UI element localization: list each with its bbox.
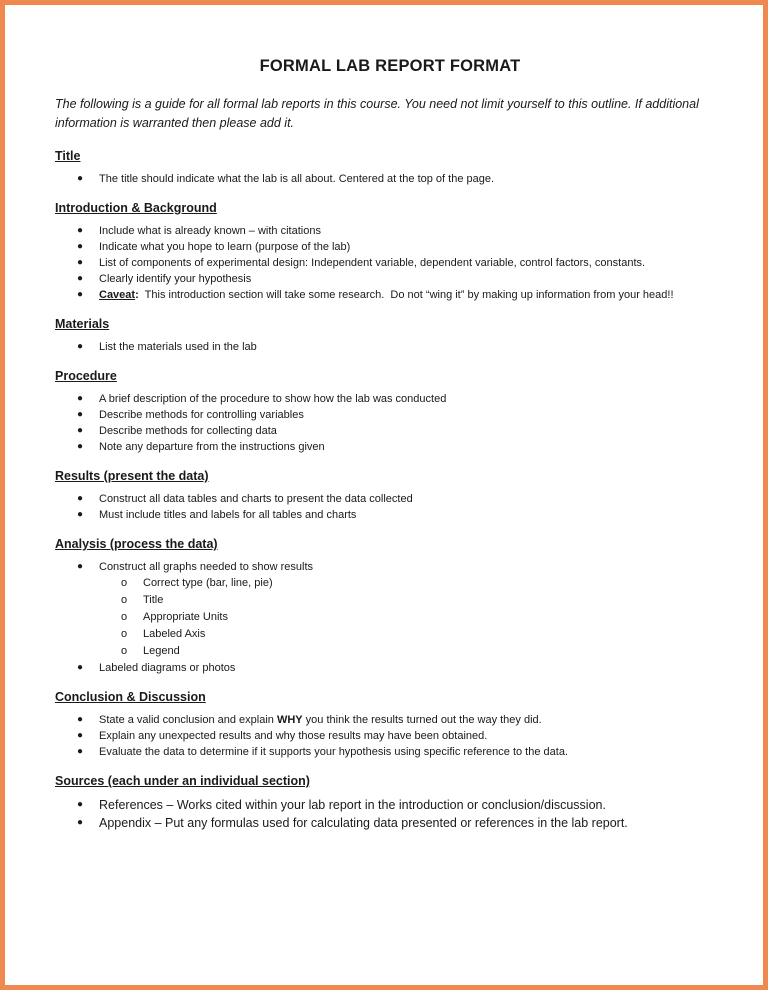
list-item-text-post: you think the results turned out the way they did. [302, 714, 542, 726]
sub-list-item [99, 643, 725, 660]
title-list [55, 171, 725, 187]
sub-list-item-text: Legend [143, 645, 180, 657]
intro-paragraph: The following is a guide for all formal lab reports in this course. You need not limit yourself to this outline. If additional information is warranted then please add it. [55, 97, 699, 130]
list-item-text: Must include titles and labels for all tables and charts [99, 509, 357, 521]
section-sources [55, 772, 725, 832]
bullet-icon: ● [77, 509, 84, 520]
section-conclusion [55, 688, 725, 760]
list-item [55, 407, 725, 423]
section-heading-materials: Materials [55, 317, 110, 331]
list-item [55, 339, 725, 355]
list-item [55, 223, 725, 239]
list-item [55, 271, 725, 287]
sub-list-item [99, 575, 725, 592]
list-item [55, 728, 725, 744]
list-item [55, 660, 725, 676]
circle-bullet-icon: o [121, 577, 128, 589]
list-item [55, 255, 725, 271]
caveat-colon: : [135, 289, 139, 301]
list-item-text: Clearly identify your hypothesis [99, 273, 252, 285]
list-item-text: Describe methods for collecting data [99, 425, 277, 437]
list-item-text: List the materials used in the lab [99, 341, 257, 353]
section-results [55, 467, 725, 523]
list-item-text: A brief description of the procedure to show how the lab was conducted [99, 393, 447, 405]
circle-bullet-icon: o [121, 611, 128, 623]
section-analysis [55, 535, 725, 676]
list-item-text: The title should indicate what the lab is all about. Centered at the top of the page. [99, 173, 495, 185]
section-heading-sources: Sources (each under an individual section) [55, 774, 310, 788]
list-item-text: Describe methods for controlling variables [99, 409, 304, 421]
bullet-icon: ● [77, 273, 84, 284]
list-item [55, 391, 725, 407]
results-list [55, 491, 725, 523]
list-item [55, 744, 725, 760]
section-heading-introduction: Introduction & Background [55, 201, 217, 215]
circle-bullet-icon: o [121, 594, 128, 606]
caveat-text: This introduction section will take some research. Do not “wing it” by making up information from your head!! [138, 289, 674, 301]
list-item [55, 491, 725, 507]
bullet-icon: ● [77, 257, 84, 268]
bullet-icon: ● [77, 341, 84, 352]
list-item-text: Indicate what you hope to learn (purpose of the lab) [99, 241, 351, 253]
conclusion-list [55, 712, 725, 760]
list-item-text: List of components of experimental design: Independent variable, dependent variable, control factors, constants. [99, 257, 646, 269]
caveat-label: Caveat [99, 289, 136, 301]
sub-list-item [99, 626, 725, 643]
document-page [55, 55, 725, 844]
sub-list-item-text: Labeled Axis [143, 628, 206, 640]
sub-list-item-text: Correct type (bar, line, pie) [143, 577, 273, 589]
list-item [55, 814, 725, 832]
bullet-icon: ● [77, 393, 84, 404]
list-item [55, 439, 725, 455]
sub-list-item [99, 609, 725, 626]
list-item-text-pre: State a valid conclusion and explain [99, 714, 277, 726]
list-item-text: Explain any unexpected results and why those results may have been obtained. [99, 730, 488, 742]
bullet-icon: ● [77, 817, 84, 828]
bullet-icon: ● [77, 409, 84, 420]
section-heading-procedure: Procedure [55, 369, 117, 383]
list-item [55, 712, 725, 728]
bullet-icon: ● [77, 225, 84, 236]
section-heading-results: Results (present the data) [55, 469, 209, 483]
bullet-icon: ● [77, 561, 84, 572]
circle-bullet-icon: o [121, 628, 128, 640]
sub-list-item-text: Title [143, 594, 164, 606]
bullet-icon: ● [77, 289, 84, 300]
bullet-icon: ● [77, 714, 84, 725]
list-item [55, 559, 725, 660]
section-materials [55, 315, 725, 355]
list-item-text: Construct all graphs needed to show results [99, 561, 314, 573]
bullet-icon: ● [77, 441, 84, 452]
section-heading-conclusion: Conclusion & Discussion [55, 690, 206, 704]
bullet-icon: ● [77, 730, 84, 741]
list-item-text: References – Works cited within your lab report in the introduction or conclusion/discussion. [99, 798, 606, 812]
bullet-icon: ● [77, 241, 84, 252]
bullet-icon: ● [77, 173, 84, 184]
analysis-list [55, 559, 725, 676]
section-introduction [55, 199, 725, 303]
bullet-icon: ● [77, 662, 84, 673]
sub-list-item-text: Appropriate Units [143, 611, 228, 623]
list-item-text-bold: WHY [276, 714, 303, 726]
list-item [55, 796, 725, 814]
list-item [55, 239, 725, 255]
section-heading-analysis: Analysis (process the data) [55, 537, 218, 551]
document-title: FORMAL LAB REPORT FORMAT [259, 57, 521, 75]
list-item-text: Evaluate the data to determine if it supports your hypothesis using specific reference to the data. [99, 746, 568, 758]
section-title [55, 147, 725, 187]
bullet-icon: ● [77, 746, 84, 757]
list-item-text: Construct all data tables and charts to present the data collected [99, 493, 413, 505]
procedure-list [55, 391, 725, 455]
bullet-icon: ● [77, 799, 84, 810]
section-heading-title: Title [55, 149, 81, 163]
bullet-icon: ● [77, 425, 84, 436]
list-item [55, 423, 725, 439]
section-procedure [55, 367, 725, 455]
list-item-text: Labeled diagrams or photos [99, 662, 236, 674]
list-item-text: Appendix – Put any formulas used for calculating data presented or references in the lab report. [99, 816, 628, 830]
analysis-sublist [99, 575, 725, 660]
bullet-icon: ● [77, 493, 84, 504]
list-item-text: Note any departure from the instructions given [99, 441, 325, 453]
introduction-list [55, 223, 725, 303]
circle-bullet-icon: o [121, 645, 128, 657]
list-item [55, 171, 725, 187]
sources-list [55, 796, 725, 832]
materials-list [55, 339, 725, 355]
list-item-text: Include what is already known – with citations [99, 225, 321, 237]
sub-list-item [99, 592, 725, 609]
list-item [55, 507, 725, 523]
caveat-item [55, 287, 725, 303]
